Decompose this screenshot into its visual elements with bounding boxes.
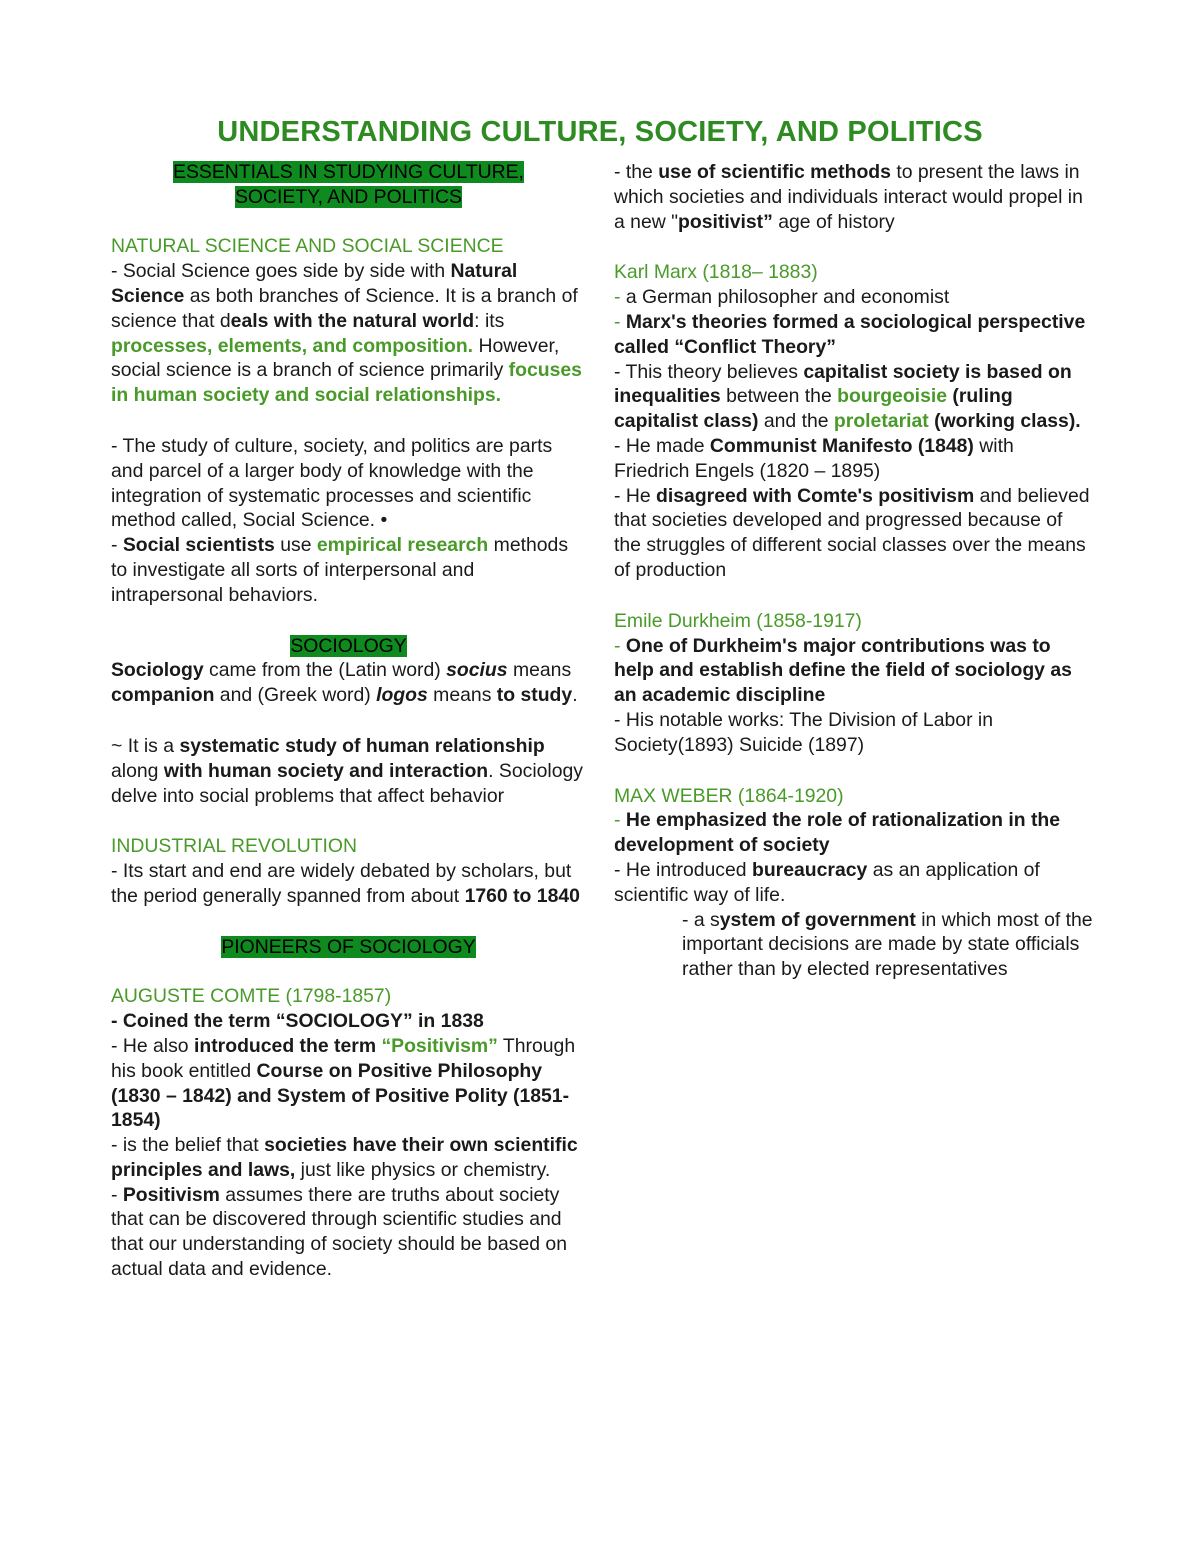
comte-belief (111, 1133, 586, 1183)
text-span: proletariat (833, 410, 929, 433)
text-span: to present the laws in which societies and individuals interact would propel in a new " (614, 161, 1083, 233)
text-span: One of Durkheim's major contributions was to help and establish define the field of sociology as an academic discipline (614, 634, 1072, 707)
marx-manifesto (614, 434, 1094, 484)
text-span: and believed that societies developed and progressed because of the struggles of different social classes over the means of production (614, 484, 1090, 581)
text-span: . Sociology delve into social problems that affect behavior (111, 759, 584, 807)
text-span: - (111, 1183, 123, 1206)
comte-positivism-assumes (111, 1183, 586, 1282)
text-span: - (111, 534, 123, 557)
text-span: societies have their own scientific principles and laws, (111, 1134, 578, 1181)
paragraph-industrial-revolution (111, 859, 586, 909)
text-span: - Social Science goes side by side with (111, 260, 451, 283)
text-span: with Friedrich Engels (1820 – 1895) (614, 434, 1014, 482)
text-span: bureaucracy (751, 858, 868, 881)
text-span: between the (720, 385, 838, 408)
text-span: Communist Manifesto (1848) (709, 434, 974, 457)
text-span: - (614, 634, 621, 657)
paragraph-natural-science (111, 259, 586, 408)
durkheim-contribution (614, 634, 1094, 708)
text-span: with human society and interaction (163, 759, 489, 782)
text-span: ~ It is a (111, 734, 180, 757)
text-span: use (274, 534, 317, 557)
weber-system-of-government (614, 908, 1094, 982)
text-span: . (572, 684, 578, 707)
text-span: use of scientific methods (658, 161, 891, 183)
text-span: “Positivism” (381, 1034, 498, 1057)
banner-sociology (111, 634, 586, 659)
text-span: However, social science is a branch of science primarily (111, 334, 560, 382)
text-span: logos (376, 684, 428, 707)
heading-industrial-revolution: INDUSTRIAL REVOLUTION (111, 835, 358, 858)
text-span: - This theory believes (614, 360, 804, 383)
text-span: socius (446, 659, 508, 682)
durkheim-works: - His notable works: The Division of Labor in Society(1893) Suicide (1897) (614, 708, 994, 756)
marx-philosopher (614, 285, 1094, 310)
heading-auguste-comte: AUGUSTE COMTE (1798-1857) (111, 985, 392, 1008)
text-span: (ruling capitalist class) (614, 385, 1013, 433)
page-title: UNDERSTANDING CULTURE, SOCIETY, AND POLITICS (217, 116, 983, 148)
text-span: : its (474, 309, 505, 332)
text-span: in which most of the important decisions are made by state officials rather than by elected representatives (682, 908, 1093, 981)
text-span: empirical research (316, 534, 489, 557)
text-span: methods to investigate all sorts of interpersonal and intrapersonal behaviors. (111, 534, 569, 606)
text-span: (working class). (934, 410, 1081, 433)
comte-positivism (111, 1034, 586, 1133)
marx-conflict-theory (614, 360, 1094, 434)
text-span: a German philosopher and economist (620, 286, 950, 309)
banner-essentials-line2: SOCIETY, AND POLITICS (234, 185, 462, 208)
paragraph-sociology-origin (111, 658, 586, 708)
text-span: 1760 to 1840 (464, 884, 580, 907)
text-span: to study (496, 684, 573, 707)
text-span: focuses in human society and social relationships. (111, 359, 582, 407)
text-span: Through his book entitled (111, 1034, 576, 1082)
text-span: - (614, 310, 621, 333)
heading-max-weber: MAX WEBER (1864-1920) (614, 784, 844, 807)
text-span: - He (614, 484, 657, 507)
text-span: processes, elements, and composition. (111, 334, 474, 357)
comte-continued (614, 160, 1094, 234)
text-span: - He also (111, 1034, 194, 1057)
banner-sociology-text: SOCIOLOGY (290, 634, 407, 657)
text-span: bourgeoisie (837, 385, 948, 408)
banner-pioneers (111, 935, 586, 960)
text-span: Social scientists (122, 534, 275, 557)
text-span: - (614, 286, 621, 309)
text-span: assumes there are truths about society that can be discovered through scientific studies and that our understanding of society should be based on actual data and evidence. (111, 1183, 568, 1281)
paragraph-study-culture: - The study of culture, society, and politics are parts and parcel of a larger body of knowledge with the integration of systematic processes and scientific method called, Social Science. • (111, 434, 553, 532)
marx-theories (614, 310, 1094, 360)
text-span: along (111, 759, 164, 782)
text-span: capitalist society is based on inequalities (614, 360, 1072, 408)
heading-karl-marx: Karl Marx (1818– 1883) (614, 261, 818, 284)
text-span: positivist” (678, 210, 773, 233)
text-span: and (Greek word) (214, 684, 377, 707)
marx-disagreed (614, 484, 1094, 583)
text-span: companion (111, 684, 215, 707)
paragraph-sociology-definition (111, 734, 586, 808)
text-span: systematic study of human relationship (179, 734, 545, 757)
text-span: and the (758, 410, 834, 433)
text-span: just like physics or chemistry. (295, 1158, 551, 1181)
left-column (111, 160, 586, 1282)
text-span: as an application of scientific way of life. (614, 858, 1040, 906)
paragraph-social-scientists (111, 533, 586, 607)
text-span: means (427, 684, 497, 707)
text-span: - is the belief that (111, 1134, 265, 1157)
text-span: as both branches of Science. It is a branch of science that d (111, 284, 578, 332)
text-span: Sociology (111, 659, 204, 682)
text-span: - a s (682, 908, 720, 931)
text-span: - He made (614, 434, 710, 457)
text-span: Natural Science (111, 260, 518, 307)
text-span: Marx's theories formed a sociological perspective called “Conflict Theory” (614, 310, 1086, 358)
text-span: Positivism (122, 1183, 220, 1206)
right-column (614, 160, 1094, 982)
text-span: came from the (Latin word) (203, 659, 447, 682)
heading-emile-durkheim: Emile Durkheim (1858-1917) (614, 609, 862, 632)
text-span: ystem of government (719, 908, 916, 931)
weber-bureaucracy (614, 858, 1094, 908)
comte-coined-term: - Coined the term “SOCIOLOGY” in 1838 (111, 1010, 484, 1033)
banner-pioneers-text: PIONEERS OF SOCIOLOGY (221, 935, 476, 958)
text-span: - (614, 809, 621, 832)
heading-natural-social-science: NATURAL SCIENCE AND SOCIAL SCIENCE (111, 235, 504, 258)
text-span: introduced the term (193, 1034, 382, 1057)
text-span: eals with the natural world (230, 309, 475, 332)
text-span: disagreed with Comte's positivism (656, 484, 975, 507)
weber-rationalization (614, 808, 1094, 858)
text-span: Course on Positive Philosophy (1830 – 1842) and System of Positive Polity (1851-1854) (111, 1059, 570, 1132)
banner-essentials (111, 160, 586, 210)
text-span: age of history (772, 210, 895, 233)
text-span: - Its start and end are widely debated by scholars, but the period generally spanned from about (111, 860, 572, 907)
banner-essentials-line1: ESSENTIALS IN STUDYING CULTURE, (173, 161, 524, 183)
text-span: He emphasized the role of rationalization in the development of society (614, 809, 1061, 857)
text-span: - He introduced (614, 858, 752, 881)
text-span: - the (614, 161, 659, 183)
text-span: means (507, 659, 572, 682)
